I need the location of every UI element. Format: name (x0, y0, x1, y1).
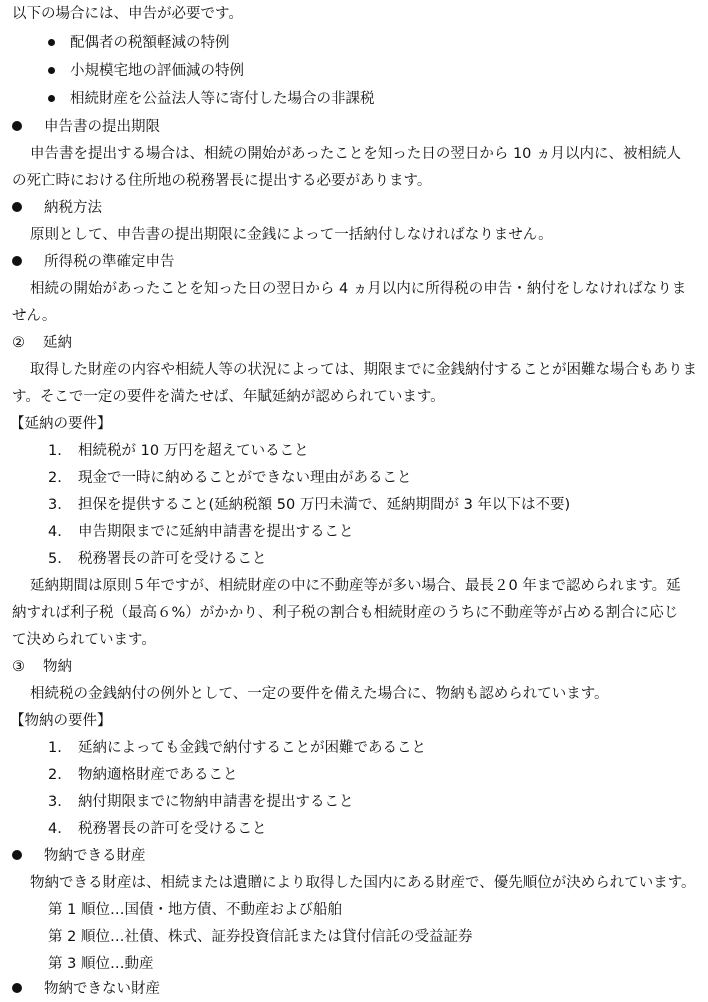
requirements-heading: 【物納の要件】 (10, 713, 112, 729)
list-item: 相続財産を公益法人等に寄付した場合の非課税 (48, 90, 375, 108)
paragraph-line: す。そこで一定の要件を満たせば、年賦延納が認められています。 (12, 389, 445, 405)
bullet-icon (48, 67, 55, 74)
paragraph-line: 申告書を提出する場合は、相続の開始があったことを知った日の翌日から 10 ヵ月以内に、被相続人 (30, 146, 682, 162)
section-heading: 物納できる財産 (12, 847, 146, 865)
list-item: 小規模宅地の評価減の特例 (48, 62, 244, 80)
bullet-icon (12, 983, 22, 993)
requirement-item: 3. 納付期限までに物納申請書を提出すること (48, 794, 354, 810)
paragraph-line: 原則として、申告書の提出期限に金銭によって一括納付しなければなりません。 (30, 227, 553, 243)
section-heading: 物納できない財産 (12, 980, 160, 998)
paragraph-line: 取得した財産の内容や相続人等の状況によっては、期限までに金銭納付することが困難な場合もありま (30, 362, 697, 378)
section-heading: ② 延納 (12, 335, 72, 351)
bullet-icon (12, 121, 22, 131)
rank-item: 第 3 順位…動産 (48, 956, 154, 972)
section-heading: 納税方法 (12, 199, 102, 217)
bullet-icon (48, 39, 55, 46)
paragraph-line: 納すれば利子税（最高６%）がかかり、利子税の割合も相続財産のうちに不動産等が占める割合に応じ (12, 605, 679, 621)
bullet-icon (12, 202, 22, 212)
requirement-item: 2. 現金で一時に納めることができない理由があること (48, 470, 412, 486)
requirement-item: 4. 税務署長の許可を受けること (48, 821, 267, 837)
requirement-item: 3. 担保を提供すること(延納税額 50 万円未満で、延納期間が 3 年以下は不要) (48, 497, 571, 513)
paragraph-line: せん。 (12, 308, 57, 324)
section-heading: 所得税の準確定申告 (12, 253, 175, 271)
rank-item: 第 1 順位…国債・地方債、不動産および船舶 (48, 902, 342, 918)
paragraph-line: の死亡時における住所地の税務署長に提出する必要があります。 (12, 173, 432, 189)
section-heading: 申告書の提出期限 (12, 118, 160, 136)
paragraph-line: 相続税の金銭納付の例外として、一定の要件を備えた場合に、物納も認められています。 (30, 686, 609, 702)
bullet-icon (12, 850, 22, 860)
section-heading: ③ 物納 (12, 659, 72, 675)
section-marker: ② (12, 335, 25, 351)
requirement-item: 1. 延納によっても金銭で納付することが困難であること (48, 740, 426, 756)
bullet-icon (48, 95, 55, 102)
section-marker: ③ (12, 659, 25, 675)
requirement-item: 5. 税務署長の許可を受けること (48, 551, 267, 567)
intro-text: 以下の場合には、申告が必要です。 (12, 6, 243, 22)
rank-item: 第 2 順位…社債、株式、証券投資信託または貸付信託の受益証券 (48, 929, 473, 945)
requirements-heading: 【延納の要件】 (10, 416, 112, 432)
paragraph-line: 相続の開始があったことを知った日の翌日から 4 ヵ月以内に所得税の申告・納付をしなければなりま (30, 281, 687, 297)
paragraph-line: て決められています。 (12, 632, 156, 648)
requirement-item: 1. 相続税が 10 万円を超えていること (48, 443, 309, 459)
requirement-item: 2. 物納適格財産であること (48, 767, 238, 783)
paragraph-line: 物納できる財産は、相続または遺贈により取得した国内にある財産で、優先順位が決められています。 (30, 875, 696, 891)
requirement-item: 4. 申告期限までに延納申請書を提出すること (48, 524, 354, 540)
paragraph-line: 延納期間は原則５年ですが、相続財産の中に不動産等が多い場合、最長２0 年まで認められます。延 (30, 578, 681, 594)
list-item: 配偶者の税額軽減の特例 (48, 34, 230, 52)
bullet-icon (12, 256, 22, 266)
